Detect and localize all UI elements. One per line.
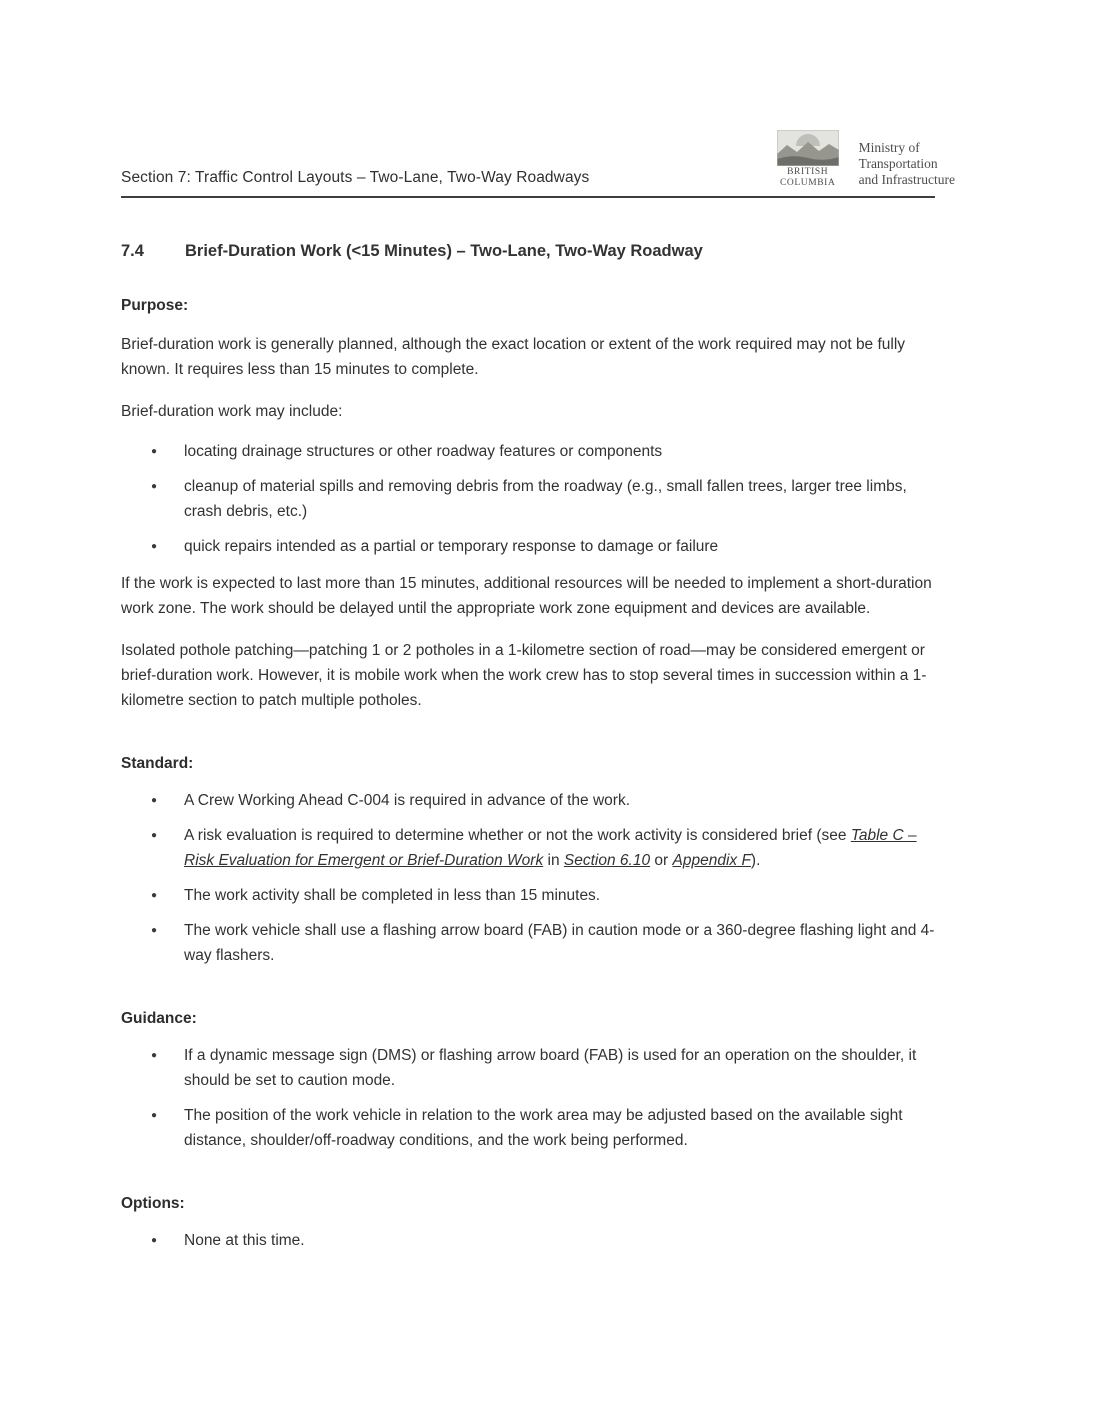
section-heading [121,242,935,261]
bullet-icon: ● [151,795,158,806]
document-body [121,242,935,1253]
purpose-bullet-list [121,439,935,559]
standard-bullet-list [121,788,935,968]
bullet-icon: ● [151,481,158,492]
bullet-icon: ● [151,1050,158,1061]
list-item [121,788,935,813]
ministry-line3: and Infrastructure [858,172,955,187]
bullet-icon: ● [151,890,158,901]
list-item-text: cleanup of material spills and removing debris from the roadway (e.g., small fallen trees, larger tree limbs, crash debris, etc.) [184,478,907,520]
purpose-paragraph-2: Brief-duration work may include: [121,403,343,420]
list-item-text: The work vehicle shall use a flashing arrow board (FAB) in caution mode or a 360-degree flashing light and 4-way flashers. [184,922,935,964]
purpose-paragraph-1: Brief-duration work is generally planned, although the exact location or extent of the work required may not be fully known. It requires less than 15 minutes to complete. [121,336,906,378]
risk-eval-text-2: in [543,852,564,869]
table-c-link[interactable]: Table C – Risk Evaluation for Emergent or Brief-Duration Work [184,827,917,869]
bc-logo-line1: BRITISH [787,167,829,177]
bc-logo-line2: COLUMBIA [779,178,836,188]
list-item [121,883,935,908]
ministry-title [859,140,955,189]
bullet-icon: ● [151,541,158,552]
header-branding [773,130,955,189]
bc-logo [773,130,843,189]
page-header [121,130,955,198]
bc-logo-icon [777,130,839,166]
purpose-paragraph-4: Isolated pothole patching—patching 1 or 2 potholes in a 1-kilometre section of road—may be considered emergent or brief-duration work. However, it is mobile work when the work crew has to stop several times in succession within a 1-kilometre section to patch multiple potholes. [121,642,927,709]
section-title-text: Brief-Duration Work (<15 Minutes) – Two-Lane, Two-Way Roadway [185,242,703,260]
list-item-text [184,823,935,873]
bullet-icon: ● [151,446,158,457]
list-item [121,534,935,559]
list-item-text: locating drainage structures or other roadway features or components [184,443,663,460]
list-item [121,439,935,464]
options-heading: Options: [121,1195,185,1212]
guidance-bullet-list [121,1043,935,1153]
bullet-icon: ● [151,925,158,936]
list-item [121,1043,935,1093]
appendix-f-link[interactable]: Appendix F [672,852,751,869]
purpose-heading: Purpose: [121,297,189,314]
list-item [121,1228,935,1253]
bullet-icon: ● [151,1235,158,1246]
bullet-icon: ● [151,1110,158,1121]
section-number: 7.4 [121,242,144,260]
risk-eval-text-4: ). [750,852,761,869]
risk-eval-text-1: A risk evaluation is required to determine whether or not the work activity is considered brief (see [184,827,851,844]
options-bullet-list [121,1228,935,1253]
list-item [121,474,935,524]
list-item [121,918,935,968]
bc-logo-text [773,167,843,189]
risk-eval-text-3: or [650,852,673,869]
list-item [121,1103,935,1153]
list-item-text: quick repairs intended as a partial or temporary response to damage or failure [184,538,719,555]
ministry-line2: Transportation [858,156,938,171]
list-item-text: None at this time. [184,1232,305,1249]
list-item-text: If a dynamic message sign (DMS) or flashing arrow board (FAB) is used for an operation on the shoulder, it should be set to caution mode. [184,1047,917,1089]
standard-heading: Standard: [121,755,194,772]
list-item [121,823,935,873]
list-item-text: The position of the work vehicle in relation to the work area may be adjusted based on the available sight distance, shoulder/off-roadway conditions, and the work being performed. [184,1107,903,1149]
bullet-icon: ● [151,830,158,841]
ministry-line1: Ministry of [858,140,920,155]
section-6-10-link[interactable]: Section 6.10 [563,852,651,869]
purpose-paragraph-3: If the work is expected to last more than 15 minutes, additional resources will be needed to implement a short-duration work zone. The work should be delayed until the appropriate work zone equipment and devices are available. [121,575,932,617]
list-item-text: A Crew Working Ahead C-004 is required in advance of the work. [184,792,631,809]
guidance-heading: Guidance: [121,1010,197,1027]
list-item-text: The work activity shall be completed in less than 15 minutes. [184,887,601,904]
header-section-title: Section 7: Traffic Control Layouts – Two-Lane, Two-Way Roadways [121,169,590,186]
